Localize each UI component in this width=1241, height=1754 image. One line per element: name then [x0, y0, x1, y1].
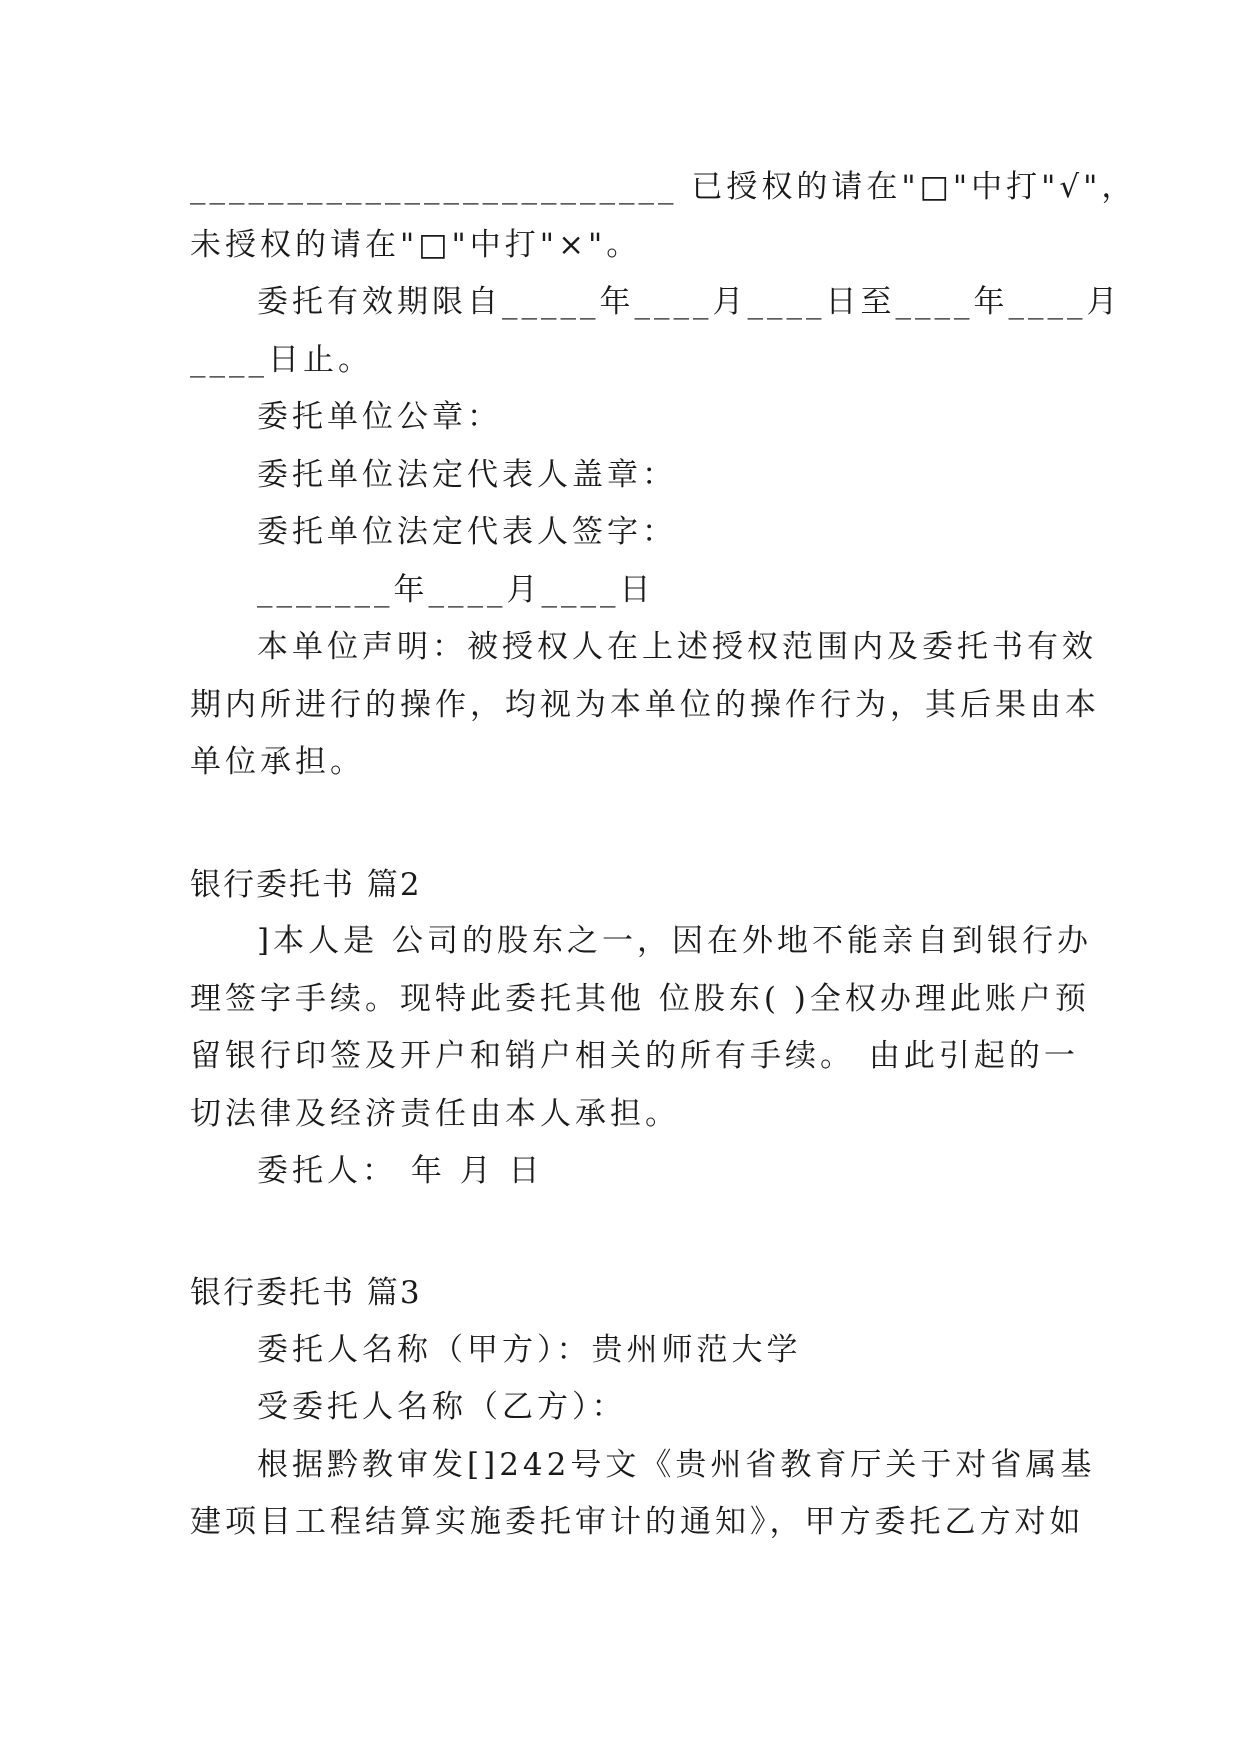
authorization-instruction-line: _________________________ 已授权的请在"□"中打"√"，: [190, 169, 1137, 205]
body-paragraph: 建项目工程结算实施委托审计的通知》，甲方委托乙方对如: [190, 1504, 1085, 1540]
principal-name-line: 委托人名称（甲方）：贵州师范大学: [257, 1332, 802, 1368]
agent-name-line: 受委托人名称（乙方）：: [257, 1389, 627, 1425]
body-paragraph: ]本人是 公司的股东之一，因在外地不能亲自到银行办: [257, 923, 1092, 959]
body-paragraph: 切法律及经济责任由本人承担。: [190, 1096, 680, 1132]
company-seal-field: 委托单位公章：: [257, 399, 502, 435]
section-heading: 银行委托书 篇3: [190, 1275, 422, 1311]
principal-signature-line: 委托人： 年 月 日: [257, 1153, 544, 1189]
validity-period-line: 委托有效期限自_____年____月____日至____年____月: [257, 284, 1122, 320]
body-paragraph: 留银行印签及开户和销户相关的所有手续。 由此引起的一: [190, 1038, 1079, 1074]
legal-rep-signature-field: 委托单位法定代表人签字：: [257, 514, 677, 550]
declaration-paragraph: 单位承担。: [190, 744, 365, 780]
validity-period-line: ____日止。: [190, 342, 373, 378]
legal-rep-seal-field: 委托单位法定代表人盖章：: [257, 457, 677, 493]
section-heading: 银行委托书 篇2: [190, 867, 422, 903]
authorization-instruction-line: 未授权的请在"□"中打"×"。: [190, 227, 642, 263]
date-field: _______年____月____日: [257, 572, 655, 608]
declaration-paragraph: 本单位声明：被授权人在上述授权范围内及委托书有效: [257, 629, 1097, 665]
declaration-paragraph: 期内所进行的操作，均视为本单位的操作行为，其后果由本: [190, 687, 1100, 723]
body-paragraph: 根据黔教审发[]242号文《贵州省教育厅关于对省属基: [257, 1447, 1096, 1483]
body-paragraph: 理签字手续。现特此委托其他 位股东( )全权办理此账户预: [190, 981, 1090, 1017]
